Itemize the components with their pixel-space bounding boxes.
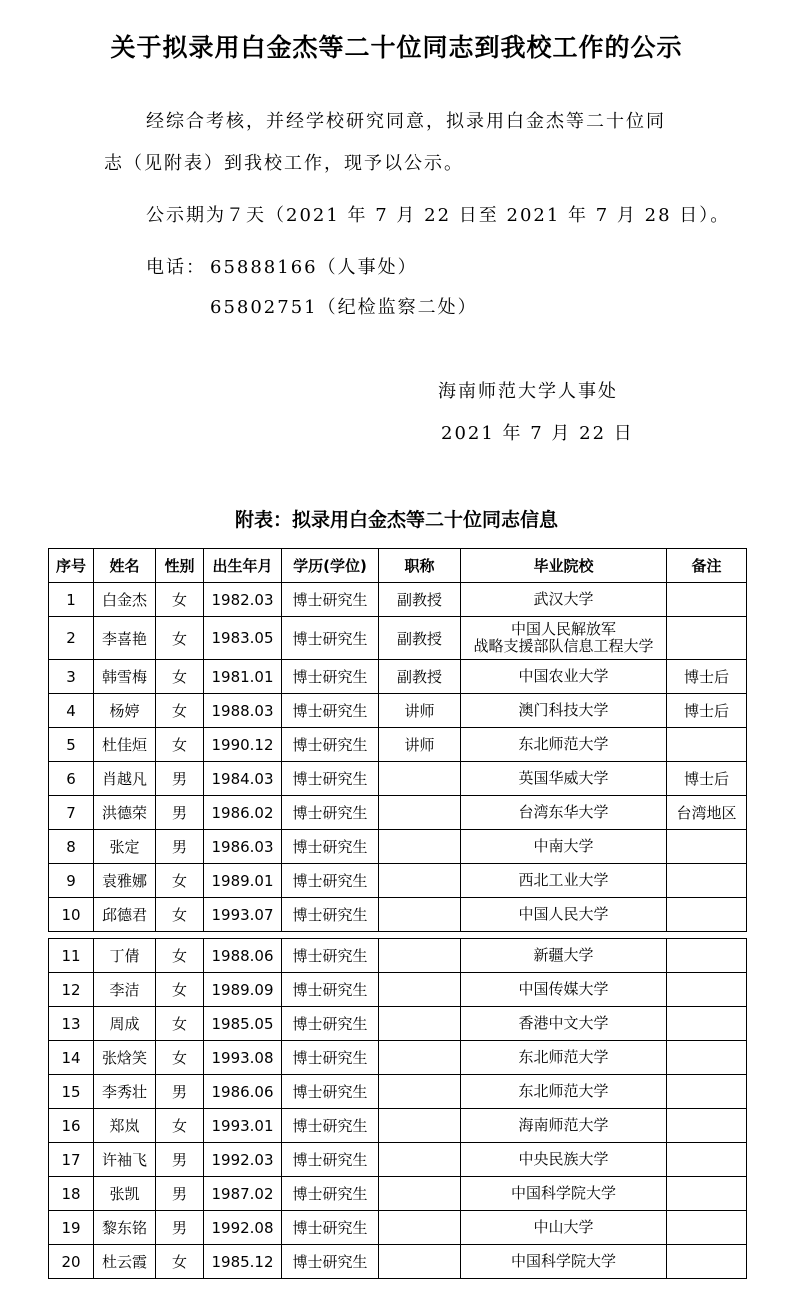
- table-row: [49, 583, 747, 617]
- cell-name: 张焓笑: [94, 1041, 156, 1075]
- intro-line-2: 志（见附表）到我校工作，现予以公示。: [104, 153, 464, 174]
- cell-index: 4: [49, 694, 94, 728]
- cell-title: [379, 830, 461, 864]
- cell-gender: 男: [156, 830, 204, 864]
- cell-birth: 1989.09: [204, 973, 282, 1007]
- cell-remark: [667, 1177, 747, 1211]
- cell-school: 东北师范大学: [461, 1041, 667, 1075]
- cell-education: 博士研究生: [282, 830, 379, 864]
- table-row: [49, 694, 747, 728]
- cell-gender: 女: [156, 617, 204, 660]
- cell-index: 13: [49, 1007, 94, 1041]
- table-row: [49, 660, 747, 694]
- cell-title: [379, 973, 461, 1007]
- cell-education: 博士研究生: [282, 694, 379, 728]
- cell-birth: 1993.07: [204, 898, 282, 932]
- cell-remark: 博士后: [667, 762, 747, 796]
- cell-school: 澳门科技大学: [461, 694, 667, 728]
- cell-gender: 女: [156, 898, 204, 932]
- cell-gender: 男: [156, 796, 204, 830]
- cell-title: [379, 1041, 461, 1075]
- cell-title: 讲师: [379, 694, 461, 728]
- cell-birth: 1986.06: [204, 1075, 282, 1109]
- table-row: [49, 796, 747, 830]
- cell-index: 1: [49, 583, 94, 617]
- cell-school: 东北师范大学: [461, 1075, 667, 1109]
- cell-name: 李秀壮: [94, 1075, 156, 1109]
- cell-school: 中南大学: [461, 830, 667, 864]
- cell-gender: 女: [156, 939, 204, 973]
- cell-name: 杜云霞: [94, 1245, 156, 1279]
- cell-name: 周成: [94, 1007, 156, 1041]
- cell-school: 西北工业大学: [461, 864, 667, 898]
- cell-index: 10: [49, 898, 94, 932]
- cell-title: [379, 1245, 461, 1279]
- cell-remark: [667, 1007, 747, 1041]
- cell-birth: 1993.01: [204, 1109, 282, 1143]
- cell-remark: [667, 728, 747, 762]
- date: 2021 年 7 月 22 日: [441, 423, 634, 444]
- table-row: [49, 1177, 747, 1211]
- cell-gender: 女: [156, 728, 204, 762]
- cell-index: 19: [49, 1211, 94, 1245]
- cell-remark: [667, 1041, 747, 1075]
- table-row: [49, 617, 747, 660]
- info-table: [48, 548, 747, 932]
- cell-name: 郑岚: [94, 1109, 156, 1143]
- cell-birth: 1986.02: [204, 796, 282, 830]
- header-remark: 备注: [667, 549, 747, 583]
- header-title: 职称: [379, 549, 461, 583]
- cell-name: 李洁: [94, 973, 156, 1007]
- cell-school: 台湾东华大学: [461, 796, 667, 830]
- cell-gender: 女: [156, 694, 204, 728]
- cell-school: 中国科学院大学: [461, 1177, 667, 1211]
- cell-title: 副教授: [379, 617, 461, 660]
- cell-gender: 男: [156, 1075, 204, 1109]
- cell-index: 11: [49, 939, 94, 973]
- cell-remark: [667, 973, 747, 1007]
- cell-index: 9: [49, 864, 94, 898]
- cell-education: 博士研究生: [282, 762, 379, 796]
- cell-index: 6: [49, 762, 94, 796]
- cell-remark: [667, 830, 747, 864]
- cell-remark: 博士后: [667, 694, 747, 728]
- cell-birth: 1988.06: [204, 939, 282, 973]
- cell-school: 中国传媒大学: [461, 973, 667, 1007]
- cell-title: 副教授: [379, 660, 461, 694]
- cell-index: 14: [49, 1041, 94, 1075]
- cell-gender: 女: [156, 660, 204, 694]
- cell-name: 李喜艳: [94, 617, 156, 660]
- cell-school: 英国华威大学: [461, 762, 667, 796]
- cell-remark: [667, 1245, 747, 1279]
- table-row: [49, 864, 747, 898]
- table-row: [49, 939, 747, 973]
- cell-education: 博士研究生: [282, 1041, 379, 1075]
- cell-name: 杜佳烜: [94, 728, 156, 762]
- cell-gender: 男: [156, 762, 204, 796]
- cell-title: [379, 1075, 461, 1109]
- cell-education: 博士研究生: [282, 1109, 379, 1143]
- cell-education: 博士研究生: [282, 1177, 379, 1211]
- table-row: [49, 1245, 747, 1279]
- cell-gender: 女: [156, 864, 204, 898]
- cell-index: 3: [49, 660, 94, 694]
- cell-school: 中国人民大学: [461, 898, 667, 932]
- cell-remark: [667, 617, 747, 660]
- cell-education: 博士研究生: [282, 898, 379, 932]
- cell-education: 博士研究生: [282, 728, 379, 762]
- cell-education: 博士研究生: [282, 796, 379, 830]
- table-row: [49, 762, 747, 796]
- cell-name: 肖越凡: [94, 762, 156, 796]
- cell-education: 博士研究生: [282, 864, 379, 898]
- cell-gender: 女: [156, 1041, 204, 1075]
- cell-birth: 1989.01: [204, 864, 282, 898]
- cell-school: 中国农业大学: [461, 660, 667, 694]
- cell-name: 袁雅娜: [94, 864, 156, 898]
- cell-remark: [667, 1109, 747, 1143]
- cell-remark: [667, 1075, 747, 1109]
- cell-gender: 男: [156, 1177, 204, 1211]
- cell-school: 香港中文大学: [461, 1007, 667, 1041]
- cell-birth: 1982.03: [204, 583, 282, 617]
- table-row: [49, 1109, 747, 1143]
- cell-index: 8: [49, 830, 94, 864]
- cell-school: 武汉大学: [461, 583, 667, 617]
- cell-education: 博士研究生: [282, 1075, 379, 1109]
- cell-gender: 女: [156, 1245, 204, 1279]
- table-row: [49, 898, 747, 932]
- cell-title: [379, 1211, 461, 1245]
- cell-title: [379, 939, 461, 973]
- cell-index: 20: [49, 1245, 94, 1279]
- table-row: [49, 1211, 747, 1245]
- cell-school: 东北师范大学: [461, 728, 667, 762]
- cell-birth: 1990.12: [204, 728, 282, 762]
- intro-line-1: 经综合考核，并经学校研究同意，拟录用白金杰等二十位同: [146, 111, 666, 132]
- cell-remark: [667, 1143, 747, 1177]
- cell-name: 黎东铭: [94, 1211, 156, 1245]
- cell-remark: [667, 583, 747, 617]
- cell-school: 海南师范大学: [461, 1109, 667, 1143]
- cell-education: 博士研究生: [282, 660, 379, 694]
- cell-birth: 1987.02: [204, 1177, 282, 1211]
- phone-discipline: 65802751（纪检监察二处）: [210, 297, 478, 318]
- cell-gender: 女: [156, 583, 204, 617]
- cell-education: 博士研究生: [282, 1143, 379, 1177]
- cell-title: 副教授: [379, 583, 461, 617]
- cell-index: 5: [49, 728, 94, 762]
- table-row: [49, 973, 747, 1007]
- header-index: 序号: [49, 549, 94, 583]
- table-row: [49, 1041, 747, 1075]
- table-row: [49, 1007, 747, 1041]
- cell-index: 7: [49, 796, 94, 830]
- cell-birth: 1985.05: [204, 1007, 282, 1041]
- document-title: 关于拟录用白金杰等二十位同志到我校工作的公示: [110, 33, 683, 62]
- cell-name: 张凯: [94, 1177, 156, 1211]
- cell-index: 12: [49, 973, 94, 1007]
- table-row: [49, 728, 747, 762]
- cell-education: 博士研究生: [282, 973, 379, 1007]
- cell-education: 博士研究生: [282, 939, 379, 973]
- cell-birth: 1992.08: [204, 1211, 282, 1245]
- table-title: 附表：拟录用白金杰等二十位同志信息: [234, 509, 558, 531]
- header-birth: 出生年月: [204, 549, 282, 583]
- cell-name: 许袖飞: [94, 1143, 156, 1177]
- cell-gender: 男: [156, 1211, 204, 1245]
- phone-hr: 65888166（人事处）: [210, 257, 418, 278]
- cell-title: [379, 1143, 461, 1177]
- header-school: 毕业院校: [461, 549, 667, 583]
- cell-title: [379, 1177, 461, 1211]
- cell-birth: 1986.03: [204, 830, 282, 864]
- cell-remark: [667, 1211, 747, 1245]
- cell-index: 15: [49, 1075, 94, 1109]
- cell-index: 16: [49, 1109, 94, 1143]
- cell-title: [379, 1007, 461, 1041]
- cell-remark: [667, 864, 747, 898]
- header-education: 学历(学位): [282, 549, 379, 583]
- cell-gender: 女: [156, 1007, 204, 1041]
- cell-title: [379, 1109, 461, 1143]
- cell-remark: [667, 939, 747, 973]
- cell-gender: 男: [156, 1143, 204, 1177]
- cell-school: 新疆大学: [461, 939, 667, 973]
- cell-birth: 1983.05: [204, 617, 282, 660]
- table-row: [49, 1143, 747, 1177]
- table-header-row: [49, 549, 747, 583]
- cell-school: 中国人民解放军 战略支援部队信息工程大学: [461, 617, 667, 660]
- cell-title: [379, 762, 461, 796]
- cell-remark: 台湾地区: [667, 796, 747, 830]
- cell-name: 杨婷: [94, 694, 156, 728]
- cell-birth: 1993.08: [204, 1041, 282, 1075]
- phone-label: 电话：: [146, 257, 206, 278]
- cell-name: 丁倩: [94, 939, 156, 973]
- cell-birth: 1984.03: [204, 762, 282, 796]
- table-row: [49, 1075, 747, 1109]
- cell-school: 中央民族大学: [461, 1143, 667, 1177]
- cell-gender: 女: [156, 1109, 204, 1143]
- cell-education: 博士研究生: [282, 617, 379, 660]
- cell-name: 洪德荣: [94, 796, 156, 830]
- cell-birth: 1981.01: [204, 660, 282, 694]
- cell-education: 博士研究生: [282, 583, 379, 617]
- header-gender: 性别: [156, 549, 204, 583]
- cell-education: 博士研究生: [282, 1211, 379, 1245]
- cell-education: 博士研究生: [282, 1245, 379, 1279]
- cell-remark: [667, 898, 747, 932]
- header-name: 姓名: [94, 549, 156, 583]
- cell-education: 博士研究生: [282, 1007, 379, 1041]
- cell-name: 韩雪梅: [94, 660, 156, 694]
- cell-name: 邱德君: [94, 898, 156, 932]
- cell-index: 17: [49, 1143, 94, 1177]
- signature: 海南师范大学人事处: [438, 381, 618, 402]
- cell-title: [379, 864, 461, 898]
- cell-title: [379, 898, 461, 932]
- cell-remark: 博士后: [667, 660, 747, 694]
- cell-school: 中国科学院大学: [461, 1245, 667, 1279]
- info-table-continued: [48, 938, 747, 1279]
- cell-index: 2: [49, 617, 94, 660]
- cell-index: 18: [49, 1177, 94, 1211]
- cell-title: [379, 796, 461, 830]
- cell-gender: 女: [156, 973, 204, 1007]
- cell-name: 白金杰: [94, 583, 156, 617]
- publicity-period: 公示期为７天（2021 年 7 月 22 日至 2021 年 7 月 28 日）。: [146, 205, 731, 226]
- cell-name: 张定: [94, 830, 156, 864]
- cell-birth: 1985.12: [204, 1245, 282, 1279]
- cell-birth: 1992.03: [204, 1143, 282, 1177]
- cell-school: 中山大学: [461, 1211, 667, 1245]
- cell-title: 讲师: [379, 728, 461, 762]
- cell-birth: 1988.03: [204, 694, 282, 728]
- table-row: [49, 830, 747, 864]
